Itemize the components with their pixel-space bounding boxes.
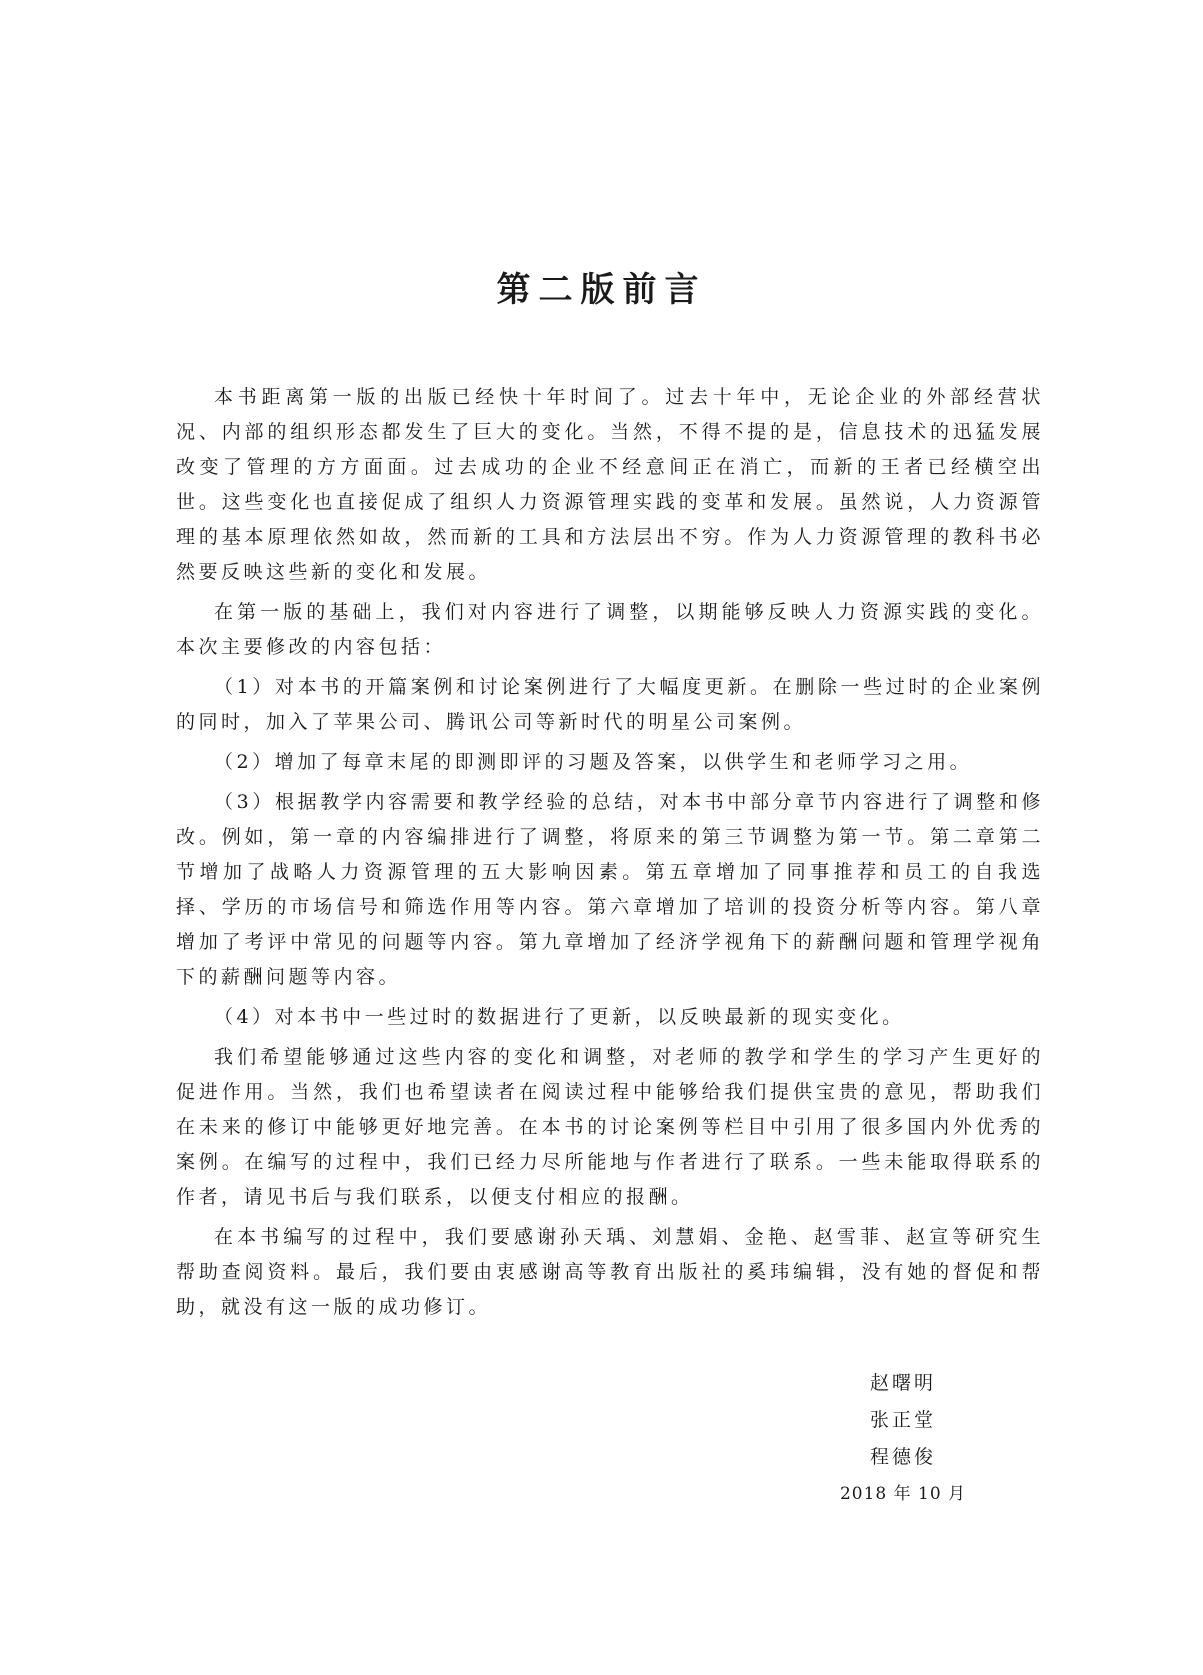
list-item: （4）对本书中一些过时的数据进行了更新，以反映最新的现实变化。 xyxy=(214,1006,905,1028)
author-name: 程德俊 xyxy=(869,1446,936,1468)
list-item: （2）增加了每章末尾的即测即评的习题及答案，以供学生和老师学习之用。 xyxy=(214,751,973,773)
page-title: 第二版前言 xyxy=(496,270,707,310)
signature-date: 2018 年 10 月 xyxy=(839,1484,967,1504)
paragraph: 我们希望能够通过这些内容的变化和调整，对老师的教学和学生的学习产生更好的促进作用。当然，我们也希望读者在阅读过程中能够给我们提供宝贵的意见，帮助我们在未来的修订中能够更好地完善。在本书的讨论案例等栏目中引用了很多国内外优秀的案例。在编写的过程中，我们已经力尽所能地与作者进行了联系。一些未能取得联系的作者，请见书后与我们联系，以便支付相应的报酬。 xyxy=(176,1046,1044,1208)
list-item: （1）对本书的开篇案例和讨论案例进行了大幅度更新。在删除一些过时的企业案例的同时，加入了苹果公司、腾讯公司等新时代的明星公司案例。 xyxy=(176,676,1044,733)
signature-block xyxy=(833,1365,973,1513)
author-name: 赵曙明 xyxy=(869,1372,936,1394)
preface-body xyxy=(176,380,1044,1325)
paragraph: 本书距离第一版的出版已经快十年时间了。过去十年中，无论企业的外部经营状况、内部的组织形态都发生了巨大的变化。当然，不得不提的是，信息技术的迅猛发展改变了管理的方方面面。过去成功的企业不经意间正在消亡，而新的王者已经横空出世。这些变化也直接促成了组织人力资源管理实践的变革和发展。虽然说，人力资源管理的基本原理依然如故，然而新的工具和方法层出不穷。作为人力资源管理的教科书必然要反映这些新的变化和发展。 xyxy=(176,386,1044,583)
list-item: （3）根据教学内容需要和教学经验的总结，对本书中部分章节内容进行了调整和修改。例如，第一章的内容编排进行了调整，将原来的第三节调整为第一节。第二章第二节增加了战略人力资源管理的五大影响因素。第五章增加了同事推荐和员工的自我选择、学历的市场信号和筛选作用等内容。第六章增加了培训的投资分析等内容。第八章增加了考评中常见的问题等内容。第九章增加了经济学视角下的薪酬问题和管理学视角下的薪酬问题等内容。 xyxy=(176,791,1044,988)
paragraph: 在本书编写的过程中，我们要感谢孙天瑀、刘慧娟、金艳、赵雪菲、赵宣等研究生帮助查阅资料。最后，我们要由衷感谢高等教育出版社的奚玮编辑，没有她的督促和帮助，就没有这一版的成功修订。 xyxy=(176,1226,1044,1318)
author-name: 张正堂 xyxy=(869,1409,936,1431)
paragraph: 在第一版的基础上，我们对内容进行了调整，以期能够反映人力资源实践的变化。本次主要修改的内容包括： xyxy=(176,601,1044,658)
